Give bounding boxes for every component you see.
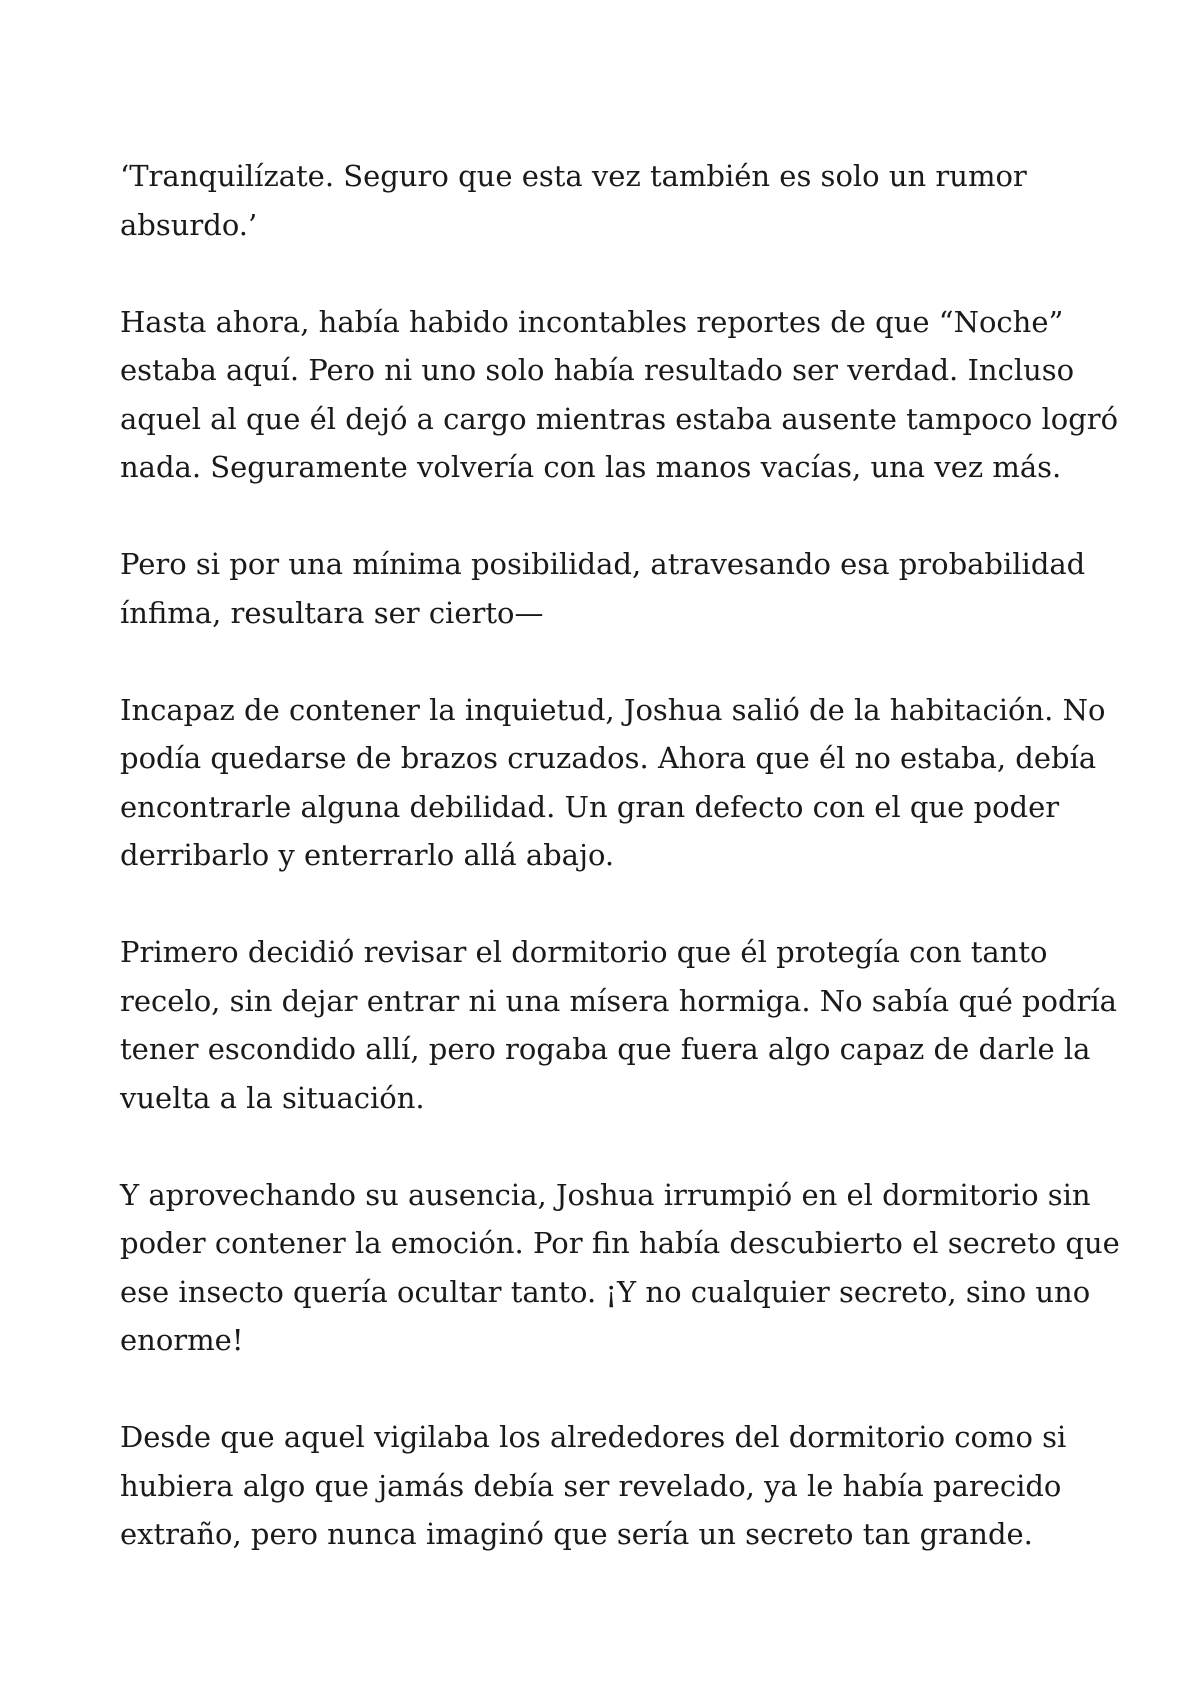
text-line: hubiera algo que jamás debía ser revelado, ya le había parecido <box>120 1468 1062 1503</box>
text-line: tener escondido allí, pero rogaba que fuera algo capaz de darle la <box>120 1032 1091 1066</box>
text-line: estaba aquí. Pero ni uno solo había resultado ser verdad. Incluso <box>120 353 1075 387</box>
paragraph <box>120 1413 1080 1559</box>
paragraph <box>120 686 1106 880</box>
text-line: extraño, pero nunca imaginó que sería un secreto tan grande. <box>120 1517 1033 1551</box>
text-line: encontrarle alguna debilidad. Un gran defecto con el que poder <box>120 789 1060 824</box>
text-line: vuelta a la situación. <box>120 1080 425 1115</box>
paragraph <box>120 152 1080 249</box>
text-line: poder contener la emoción. Por fin había descubierto el secreto que <box>120 1226 1120 1260</box>
text-line: recelo, sin dejar entrar ni una mísera hormiga. No sabía qué podría <box>120 983 1117 1018</box>
paragraph <box>120 1171 1120 1365</box>
text-line: derribarlo y enterrarlo allá abajo. <box>120 838 615 872</box>
text-line: podía quedarse de brazos cruzados. Ahora que él no estaba, debía <box>120 741 1097 775</box>
text-line: Incapaz de contener la inquietud, Joshua salió de la habitación. No <box>120 692 1106 727</box>
text-line: Y aprovechando su ausencia, Joshua irrumpió en el dormitorio sin <box>120 1177 1091 1212</box>
text-line: nada. Seguramente volvería con las manos vacías, una vez más. <box>120 450 1062 484</box>
text-line: Pero si por una mínima posibilidad, atravesando esa probabilidad <box>120 547 1086 581</box>
paragraph <box>120 928 1117 1122</box>
text-line: absurdo.’ <box>120 207 258 242</box>
paragraph <box>120 540 1086 637</box>
text-line: ese insecto quería ocultar tanto. ¡Y no cualquier secreto, sino uno <box>120 1274 1091 1309</box>
text-line: enorme! <box>120 1323 244 1357</box>
text-line: Hasta ahora, había habido incontables reportes de que “Noche” <box>120 304 1064 339</box>
text-line: ‘Tranquilízate. Seguro que esta vez también es solo un rumor <box>120 159 1027 193</box>
text-line: Desde que aquel vigilaba los alrededores del dormitorio como si <box>120 1420 1067 1454</box>
document-page <box>120 152 1120 1607</box>
paragraph <box>120 298 1119 492</box>
text-line: aquel al que él dejó a cargo mientras estaba ausente tampoco logró <box>120 401 1119 436</box>
text-line: ínfima, resultara ser cierto— <box>120 595 544 630</box>
text-line: Primero decidió revisar el dormitorio que él protegía con tanto <box>120 935 1048 969</box>
